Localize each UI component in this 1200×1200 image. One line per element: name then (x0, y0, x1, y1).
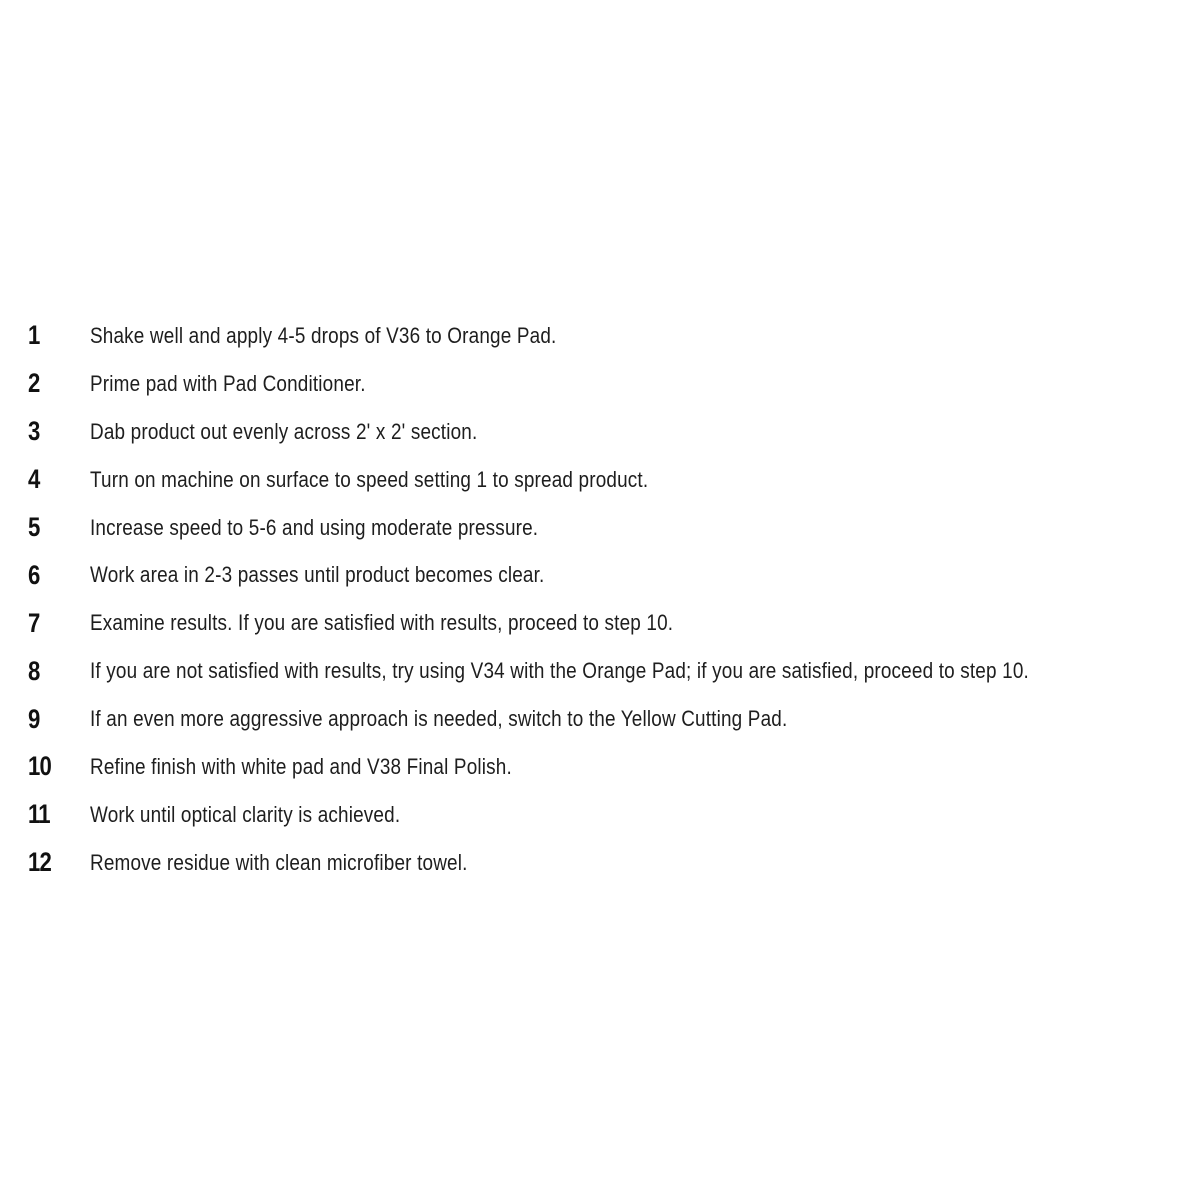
step-item (0, 743, 1200, 791)
step-item (0, 791, 1200, 839)
step-number: 7 (28, 607, 40, 638)
step-number: 3 (28, 416, 40, 447)
step-text: Remove residue with clean microfiber towel. (90, 849, 468, 875)
step-number: 2 (28, 368, 40, 399)
step-text: Work area in 2-3 passes until product becomes clear. (90, 562, 545, 588)
step-text: Shake well and apply 4-5 drops of V36 to Orange Pad. (90, 322, 557, 348)
step-number: 8 (28, 655, 40, 686)
step-text: Prime pad with Pad Conditioner. (90, 370, 366, 396)
step-number: 10 (28, 751, 51, 782)
step-number: 11 (28, 799, 50, 830)
step-item (0, 456, 1200, 504)
step-text: Examine results. If you are satisfied with results, proceed to step 10. (90, 610, 674, 636)
step-item (0, 551, 1200, 599)
step-text: Turn on machine on surface to speed setting 1 to spread product. (90, 466, 649, 492)
step-text: Refine finish with white pad and V38 Final Polish. (90, 753, 512, 779)
step-item (0, 360, 1200, 408)
step-item (0, 408, 1200, 456)
step-item (0, 599, 1200, 647)
step-text: Work until optical clarity is achieved. (90, 801, 401, 827)
step-number: 9 (28, 703, 40, 734)
step-number: 6 (28, 559, 40, 590)
step-item (0, 839, 1200, 887)
step-item (0, 504, 1200, 552)
instruction-steps-list (0, 312, 1200, 887)
step-text: If an even more aggressive approach is needed, switch to the Yellow Cutting Pad. (90, 706, 788, 732)
step-text: If you are not satisfied with results, try using V34 with the Orange Pad; if you are satisfied, proceed to step 10. (90, 658, 1029, 684)
step-number: 4 (28, 464, 40, 495)
step-number: 1 (28, 320, 40, 351)
step-text: Increase speed to 5-6 and using moderate pressure. (90, 514, 539, 540)
step-item (0, 695, 1200, 743)
step-item (0, 647, 1200, 695)
step-number: 12 (28, 847, 51, 878)
step-text: Dab product out evenly across 2' x 2' section. (90, 418, 478, 444)
step-item (0, 312, 1200, 360)
step-number: 5 (28, 512, 40, 542)
